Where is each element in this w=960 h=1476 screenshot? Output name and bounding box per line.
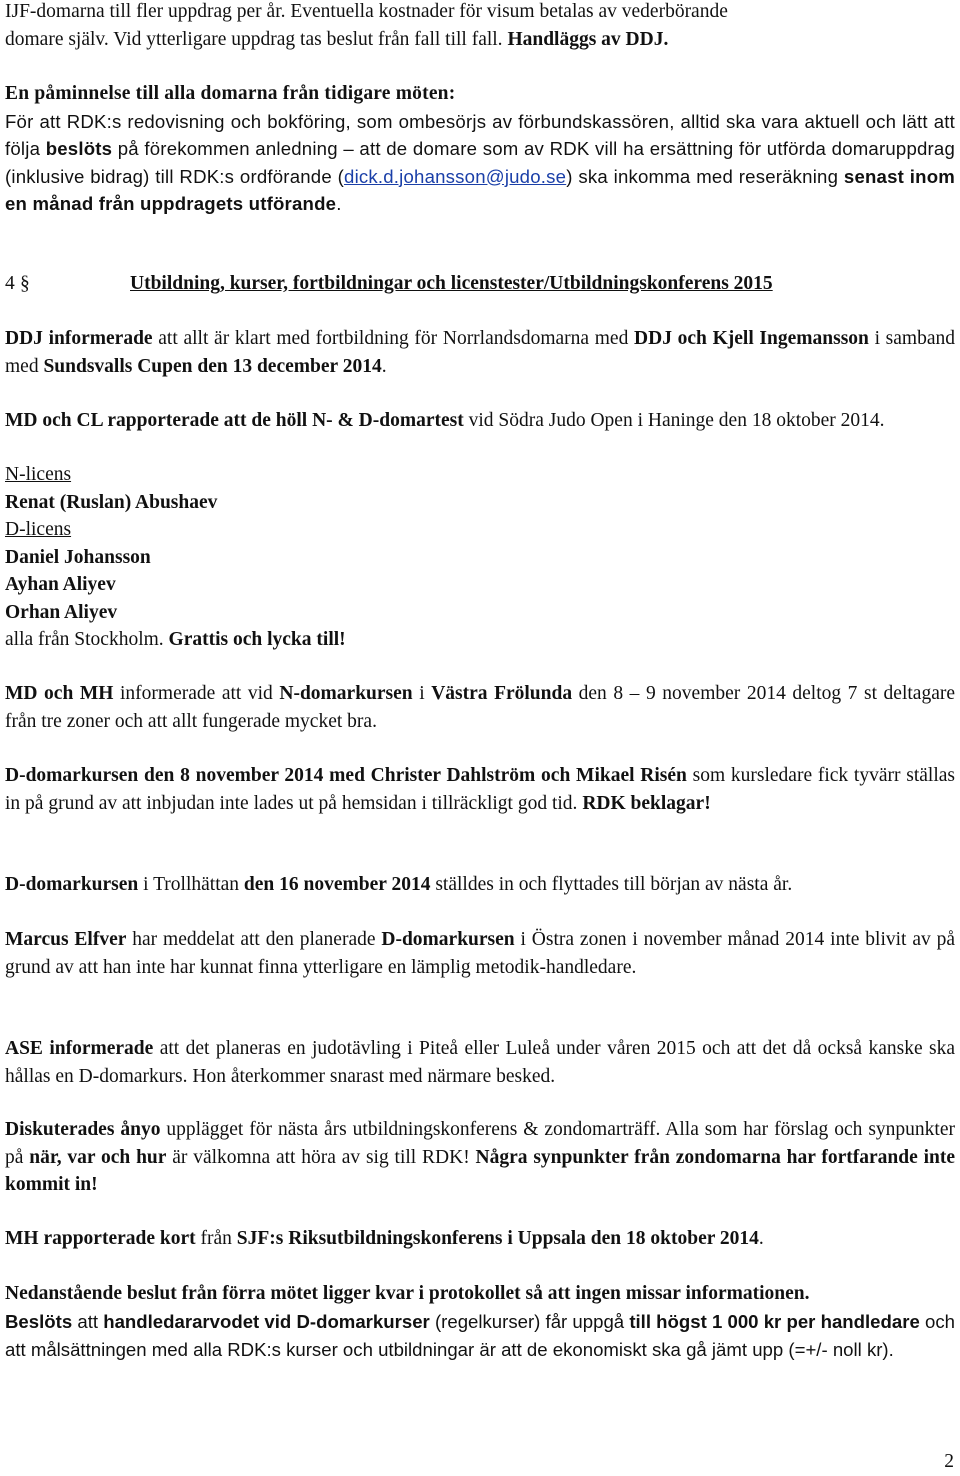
d-license-label: D-licens (5, 519, 72, 540)
license-list (5, 461, 955, 654)
handlaggs-text: Handläggs av DDJ. (507, 28, 669, 50)
intro-paragraph (5, 0, 955, 53)
d-license-name: Orhan Aliyev (5, 601, 118, 623)
email-link[interactable]: dick.d.johansson@judo.se (344, 165, 567, 187)
paragraph-marcus: Marcus Elfver har meddelat att den planerade D-domarkursen i Östra zonen i november månad 2014 inte blivit av på grund av att han inte har kunnat finna ytterligare en lämplig metodik-handledare. (5, 929, 955, 978)
d-license-name: Daniel Johansson (5, 546, 151, 568)
n-license-name: Renat (Ruslan) Abushaev (5, 491, 218, 513)
reminder-paragraph: En påminnelse till alla domarna från tidigare möten: För att RDK:s redovisning och bokföring, som ombesörjs av förbundskassören, alltid ska vara aktuell och lätt att följa beslöts på förekommen anledning – att de domare som av RDK vill ha ersättning för utförda domaruppdrag (inklusive bidrag) till RDK:s ordförande (dick.d.johansson@judo.se) ska inkomma med reseräkning senast inom en månad från uppdragets utförande. (5, 80, 955, 218)
paragraph-md-mh: MD och MH informerade att vid N-domarkursen i Västra Frölunda den 8 – 9 november 2014 deltog 7 st deltagare från tre zoner och att allt fungerade mycket bra. (5, 683, 956, 732)
section-title: Utbildning, kurser, fortbildningar och licenstester/Utbildningskonferens 2015 (130, 273, 773, 294)
paragraph-mh-report: MH rapporterade kort från SJF:s Riksutbildningskonferens i Uppsala den 18 oktober 2014. (5, 1228, 764, 1249)
intro-line-1: IJF-domarna till fler uppdrag per år. Eventuella kostnader för visum betalas av vederbörande (5, 1, 728, 22)
paragraph-decision: Nedanstående beslut från förra mötet ligger kvar i protokollet så att ingen missar informationen. Beslöts att handledararvodet vid D-domarkurser (regelkurser) får uppgå till högst 1 000 kr per handledare och att målsättningen med alla RDK:s kurser och utbildningar är att de ekonomiskt ska gå jämt upp (=+/- noll kr). (5, 1280, 955, 1365)
section-symbol: § (20, 273, 30, 294)
paragraph-trollhattan: D-domarkursen i Trollhättan den 16 november 2014 ställdes in och flyttades till början av nästa år. (5, 874, 793, 895)
paragraph-ase: ASE informerade att det planeras en judotävling i Piteå eller Luleå under våren 2015 och att det då också kanske ska hållas en D-domarkurs. Hon återkommer snarast med närmare besked. (5, 1038, 956, 1087)
section-number: 4 (5, 273, 15, 294)
d-license-name: Ayhan Aliyev (5, 574, 116, 595)
paragraph-discussion: Diskuterades ånyo upplägget för nästa års utbildningskonferens & zondomarträff. Alla som har förslag och synpunkter på när, var och hur är välkomna att höra av sig till RDK! Några synpunkter från zondomarna har fortfarande inte kommit in! (5, 1119, 956, 1195)
decision-intro: Nedanstående beslut från förra mötet ligger kvar i protokollet så att ingen missar informationen. (5, 1283, 810, 1304)
license-closing: alla från Stockholm. Grattis och lycka till! (5, 629, 346, 650)
paragraph-md-cl: MD och CL rapporterade att de höll N- & D-domartest vid Södra Judo Open i Haninge den 18 oktober 2014. (5, 410, 885, 431)
paragraph-d-course-cancelled: D-domarkursen den 8 november 2014 med Christer Dahlström och Mikael Risén som kursledare fick tyvärr ställas in på grund av att inbjudan inte lades ut på hemsidan i tillräckligt god tid. RDK beklagar! (5, 765, 955, 814)
paragraph-ddj: DDJ informerade att allt är klart med fortbildning för Norrlandsdomarna med DDJ och Kjell Ingemansson i samband med Sundsvalls Cupen den 13 december 2014. (5, 328, 955, 377)
intro-line-2: domare själv. Vid ytterligare uppdrag tas beslut från fall till fall. Handläggs av DDJ. (5, 28, 669, 50)
page-number: 2 (944, 1451, 954, 1472)
reminder-title: En påminnelse till alla domarna från tidigare möten: (5, 83, 456, 104)
n-license-label: N-licens (5, 464, 72, 485)
